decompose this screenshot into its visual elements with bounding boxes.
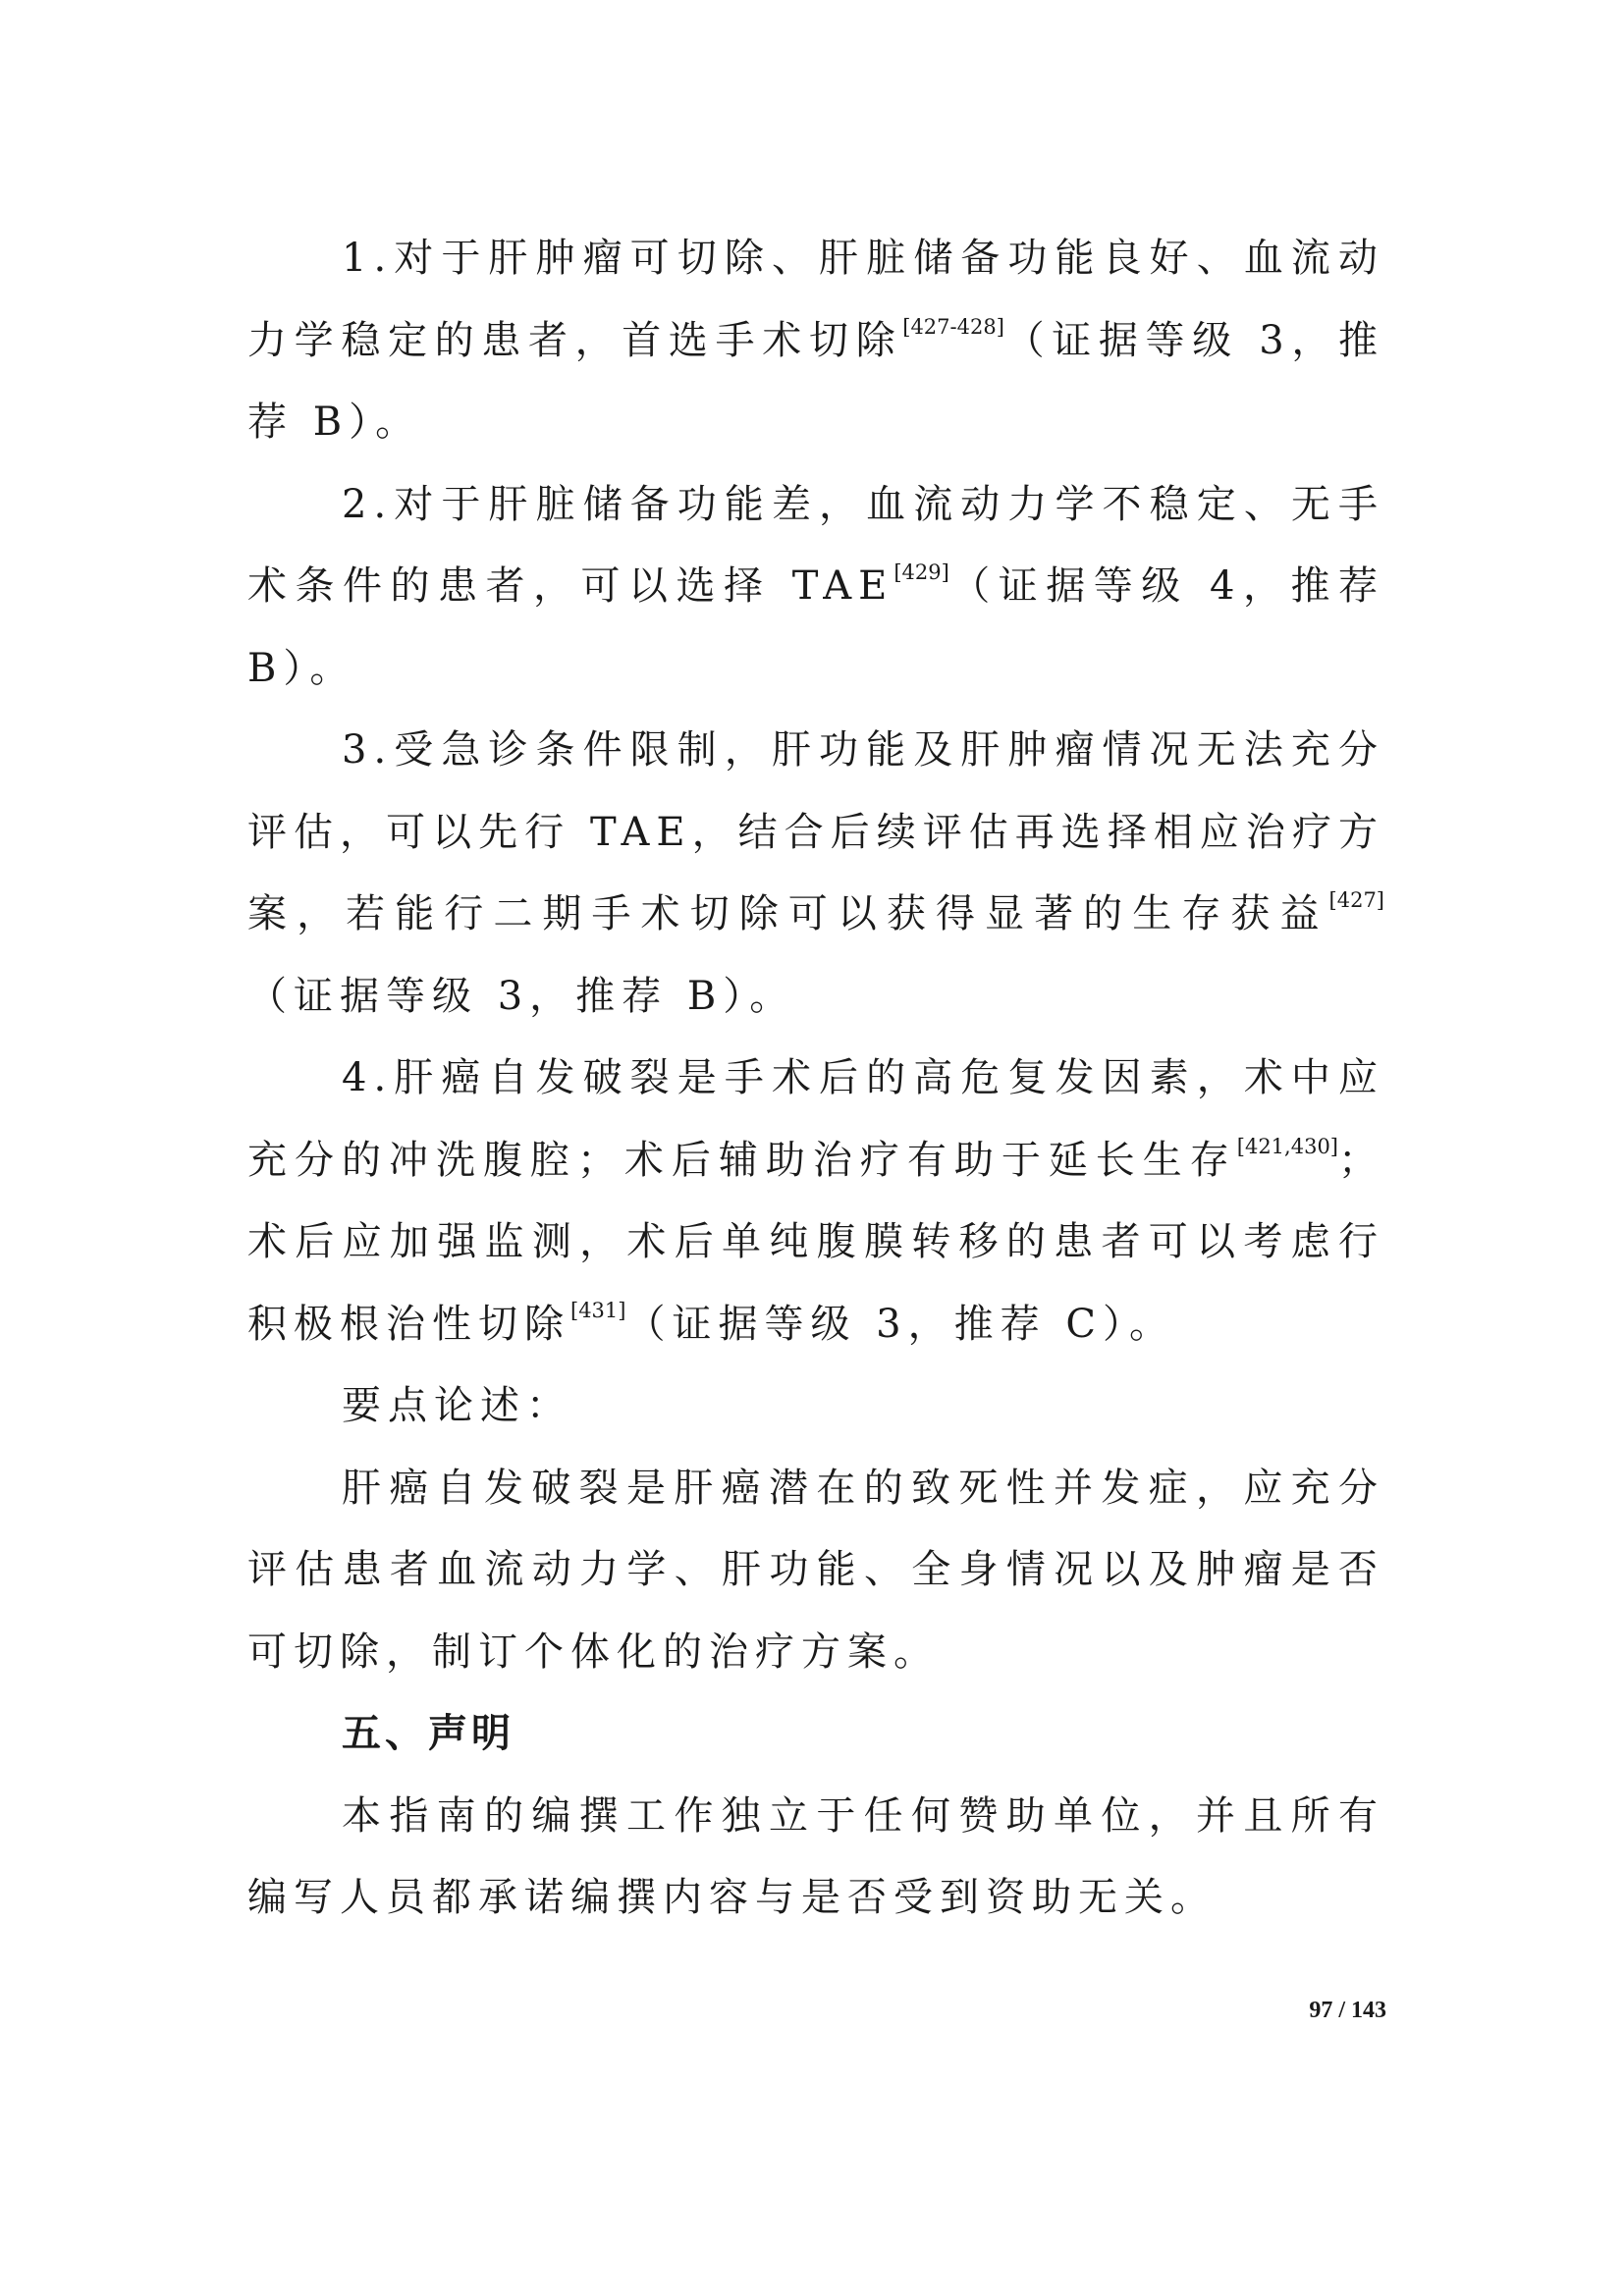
paragraph-3	[247, 710, 1384, 1038]
document-body	[247, 218, 1384, 1940]
citation: [427-428]	[902, 314, 1004, 339]
paragraph-text: （证据等级 3，推荐 C）。	[625, 1301, 1175, 1347]
paragraph-text: 1.对于肝肿瘤可切除、肝脏储备功能良好、血流动力学稳定的患者，首选手术切除	[247, 236, 1384, 363]
citation: [427]	[1328, 888, 1384, 912]
paragraph-text: ；术后应加强监测，术后单纯腹膜转移的患者可以考虑行积极根治性切除	[247, 1137, 1384, 1347]
paragraph-2	[247, 464, 1384, 711]
paragraph-1	[247, 218, 1384, 464]
key-points-paragraph	[247, 1448, 1384, 1694]
paragraph-text: 肝癌自发破裂是肝癌潜在的致死性并发症，应充分评估患者血流动力学、肝功能、全身情况以及肿瘤是否可切除，制订个体化的治疗方案。	[247, 1465, 1384, 1675]
paragraph-text: （证据等级 3，推荐 B）。	[247, 973, 796, 1019]
paragraph-text: （证据等级 3，推荐 B）。	[247, 317, 1385, 445]
paragraph-4	[247, 1038, 1384, 1365]
section-heading: 五、声明	[342, 1711, 514, 1756]
citation: [431]	[570, 1298, 626, 1322]
page-number: 97 / 143	[1309, 1998, 1386, 2023]
citation: [429]	[893, 561, 949, 584]
paragraph-text: 2.对于肝脏储备功能差，血流动力学不稳定、无手术条件的患者，可以选择 TAE	[247, 481, 1384, 609]
paragraph-text: （证据等级 4，推荐 B）。	[247, 563, 1384, 691]
declaration-paragraph: 本指南的编撰工作独立于任何赞助单位，并且所有编写人员都承诺编撰内容与是否受到资助无关。	[247, 1792, 1384, 1920]
paragraph-text: 4.肝癌自发破裂是手术后的高危复发因素，术中应充分的冲洗腹腔；术后辅助治疗有助于延长生存	[247, 1055, 1384, 1183]
citation: [421,430]	[1236, 1134, 1338, 1158]
key-points-label	[247, 1365, 1384, 1448]
paragraph-text: 要点论述：	[342, 1383, 572, 1428]
paragraph-text: 3.受急诊条件限制，肝功能及肝肿瘤情况无法充分评估，可以先行 TAE，结合后续评估再选择相应治疗方案，若能行二期手术切除可以获得显著的生存获益	[247, 727, 1384, 936]
